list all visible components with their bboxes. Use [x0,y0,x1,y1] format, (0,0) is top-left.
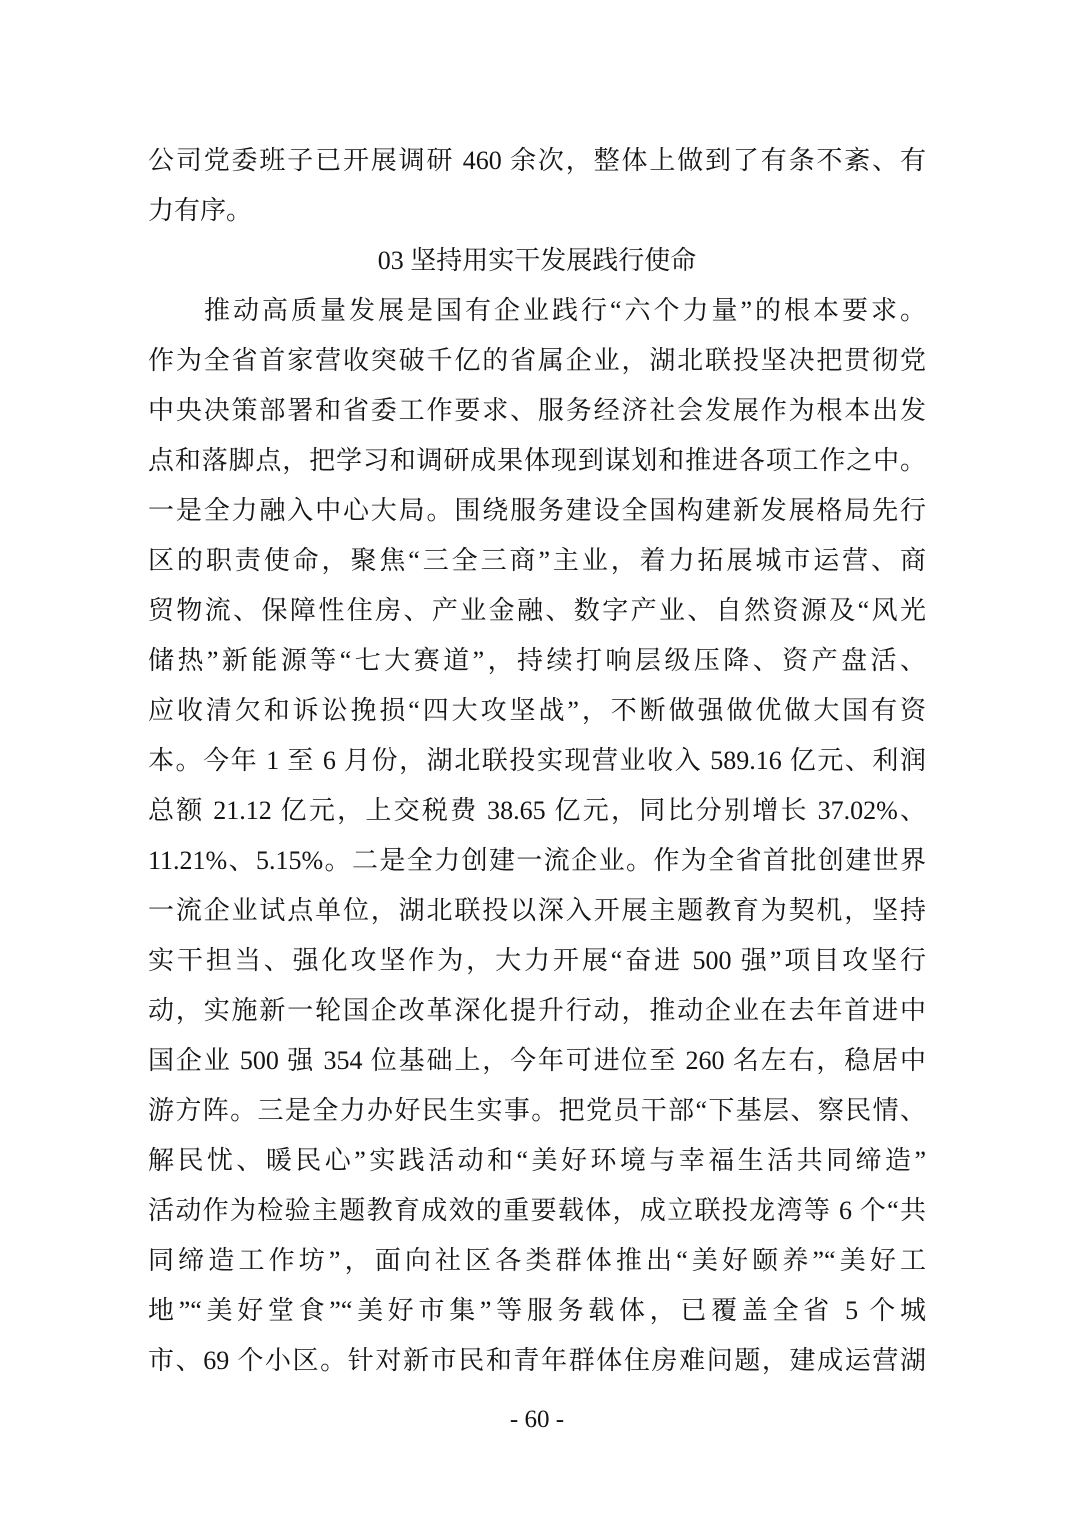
text-line: 地”“美好堂食”“美好市集”等服务载体，已覆盖全省 5 个城 [148,1296,926,1325]
text-line: 贸物流、保障性住房、产业金融、数字产业、自然资源及“风光 [148,596,926,625]
text-line: 公司党委班子已开展调研 460 余次，整体上做到了有条不紊、有 [148,146,926,175]
text-line: 11.21%、5.15%。二是全力创建一流企业。作为全省首批创建世界 [148,846,926,875]
text-line: 区的职责使命，聚焦“三全三商”主业，着力拓展城市运营、商 [148,546,926,575]
text-line: 一流企业试点单位，湖北联投以深入开展主题教育为契机，坚持 [148,896,926,925]
text-line: 解民忧、暖民心”实践活动和“美好环境与幸福生活共同缔造” [148,1146,926,1175]
text-line: 点和落脚点，把学习和调研成果体现到谋划和推进各项工作之中。 [148,446,926,475]
text-line: 一是全力融入中心大局。围绕服务建设全国构建新发展格局先行 [148,496,926,525]
text-line: 活动作为检验主题教育成效的重要载体，成立联投龙湾等 6 个“共 [148,1196,926,1225]
text-line: 游方阵。三是全力办好民生实事。把党员干部“下基层、察民情、 [148,1096,926,1125]
text-line: 总额 21.12 亿元，上交税费 38.65 亿元，同比分别增长 37.02%、 [148,796,926,825]
text-line: 市、69 个小区。针对新市民和青年群体住房难问题，建成运营湖 [148,1346,926,1375]
text-line: 中央决策部署和省委工作要求、服务经济社会发展作为根本出发 [148,396,926,425]
text-line: 应收清欠和诉讼挽损“四大攻坚战”，不断做强做优做大国有资 [148,696,926,725]
text-line: 储热”新能源等“七大赛道”，持续打响层级压降、资产盘活、 [148,646,926,675]
text-line: 本。今年 1 至 6 月份，湖北联投实现营业收入 589.16 亿元、利润 [148,746,926,775]
page-number: - 60 - [509,1406,565,1433]
text-line: 实干担当、强化攻坚作为，大力开展“奋进 500 强”项目攻坚行 [148,946,926,975]
text-line: 同缔造工作坊”，面向社区各类群体推出“美好颐养”“美好工 [148,1246,926,1275]
text-line: 作为全省首家营收突破千亿的省属企业，湖北联投坚决把贯彻党 [148,346,926,375]
text-line: 推动高质量发展是国有企业践行“六个力量”的根本要求。 [204,296,926,325]
section-heading: 03 坚持用实干发展践行使命 [377,246,697,275]
text-line: 国企业 500 强 354 位基础上，今年可进位至 260 名左右，稳居中 [148,1046,926,1075]
text-line: 动，实施新一轮国企改革深化提升行动，推动企业在去年首进中 [148,996,926,1025]
document-body [148,136,926,1386]
text-line: 力有序。 [148,196,253,225]
